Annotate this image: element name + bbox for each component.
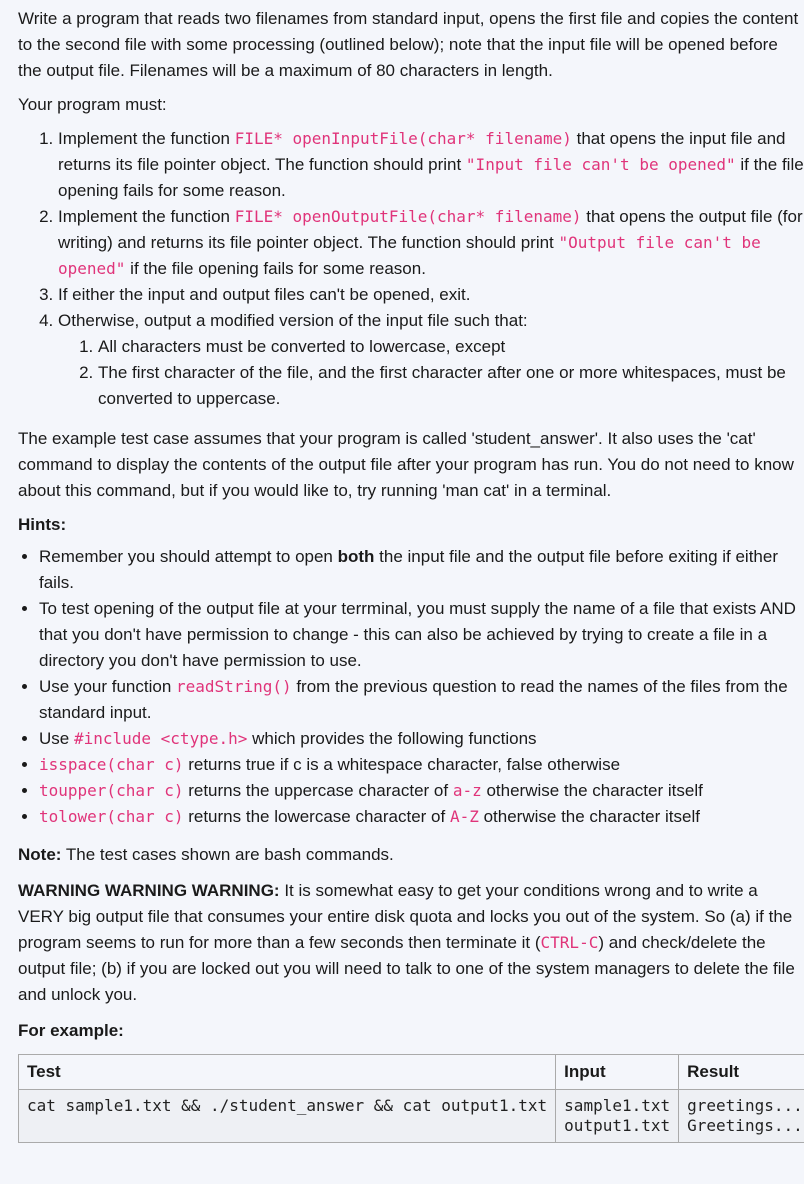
requirement-4-2: 2. The first character of the file, and the first character after one or more whitespaces, must be converted to uppercase. xyxy=(98,360,804,412)
requirement-3: 3. If either the input and output files can't be opened, exit. xyxy=(58,282,804,308)
requirements-lead: Your program must: xyxy=(18,95,167,114)
requirement-1: 1. Implement the function FILE* openInputFile(char* filename) that opens the input file and returns its file pointer object. The function should print "Input file can't be opened" if the file opening fails for some reason. xyxy=(58,126,804,204)
code-tolower: tolower(char c) xyxy=(39,807,184,826)
requirements-list xyxy=(18,126,804,412)
code-isspace: isspace(char c) xyxy=(39,755,184,774)
hint-3: • Use your function readString() from the previous question to read the names of the files from the standard input. xyxy=(39,674,804,726)
note-paragraph: Note: The test cases shown are bash commands. xyxy=(18,845,394,864)
code-toupper: toupper(char c) xyxy=(39,781,184,800)
code-output-error-msg: "Output file can't be opened" xyxy=(58,233,761,278)
code-ctrl-c: CTRL-C xyxy=(540,933,599,952)
hint-4: • Use #include <ctype.h> which provides the following functions xyxy=(39,726,804,752)
code-openInputFile: FILE* openInputFile(char* filename) xyxy=(234,129,572,148)
cell-input: sample1.txt output1.txt xyxy=(556,1090,679,1143)
code-include-ctype: #include <ctype.h> xyxy=(73,729,248,748)
requirement-4-1: 1. All characters must be converted to lowercase, except xyxy=(98,334,804,360)
hint-2: • To test opening of the output file at your terrminal, you must supply the name of a file that exists AND that you don't have permission to change - this can also be achieved by trying to create a file in a directory you don't have permission to use. xyxy=(39,596,804,674)
cell-result: greetings... Greetings... xyxy=(679,1090,804,1143)
table-header-row xyxy=(19,1055,804,1090)
hints-list xyxy=(18,544,804,830)
example-table-wrapper xyxy=(18,1048,804,1143)
intro-paragraph: Write a program that reads two filenames from standard input, opens the first file and copies the content to the second file with some processing (outlined below); note that the input file will be opened before the output file. Filenames will be a maximum of 80 characters in length. xyxy=(18,9,799,80)
hint-7: • tolower(char c) returns the lowercase character of A-Z otherwise the character itself xyxy=(39,804,804,830)
requirement-4-sublist xyxy=(58,334,804,412)
header-result: Result xyxy=(679,1055,804,1090)
hint-6: • toupper(char c) returns the uppercase character of a-z otherwise the character itself xyxy=(39,778,804,804)
header-input: Input xyxy=(556,1055,679,1090)
code-readString: readString() xyxy=(176,677,292,696)
requirement-4: 4. Otherwise, output a modified version of the input file such that: 1. All characters must be converted to lowercase, except 2. The first character of the file, and the first character after one or more whitespaces, must be converted to uppercase. xyxy=(58,308,804,412)
hints-title: Hints: xyxy=(18,515,67,534)
hint-5: • isspace(char c) returns true if c is a whitespace character, false otherwise xyxy=(39,752,804,778)
example-table xyxy=(18,1054,804,1143)
code-openOutputFile: FILE* openOutputFile(char* filename) xyxy=(234,207,582,226)
header-test: Test xyxy=(19,1055,556,1090)
warning-paragraph: WARNING WARNING WARNING: It is somewhat easy to get your conditions wrong and to write a VERY big output file that consumes your entire disk quota and locks you out of the system. So (a) if the program seems to run for more than a few seconds then terminate it (CTRL-C) and check/delete the output file; (b) if you are locked out you will need to talk to one of the system managers to delete the file and unlock you. xyxy=(18,881,795,1004)
requirement-2: 2. Implement the function FILE* openOutputFile(char* filename) that opens the output file (for writing) and returns its file pointer object. The function should print "Output file can't be opened" if the file opening fails for some reason. xyxy=(58,204,804,282)
hint-1: • Remember you should attempt to open both the input file and the output file before exiting if either fails. xyxy=(39,544,804,596)
code-input-error-msg: "Input file can't be opened" xyxy=(465,155,736,174)
cell-test: cat sample1.txt && ./student_answer && cat output1.txt xyxy=(19,1090,556,1143)
example-title: For example: xyxy=(18,1021,124,1040)
example-note: The example test case assumes that your program is called 'student_answer'. It also uses the 'cat' command to display the contents of the output file after your program has run. You do not need to know about this command, but if you would like to, try running 'man cat' in a terminal. xyxy=(18,429,794,500)
table-row xyxy=(19,1090,804,1143)
